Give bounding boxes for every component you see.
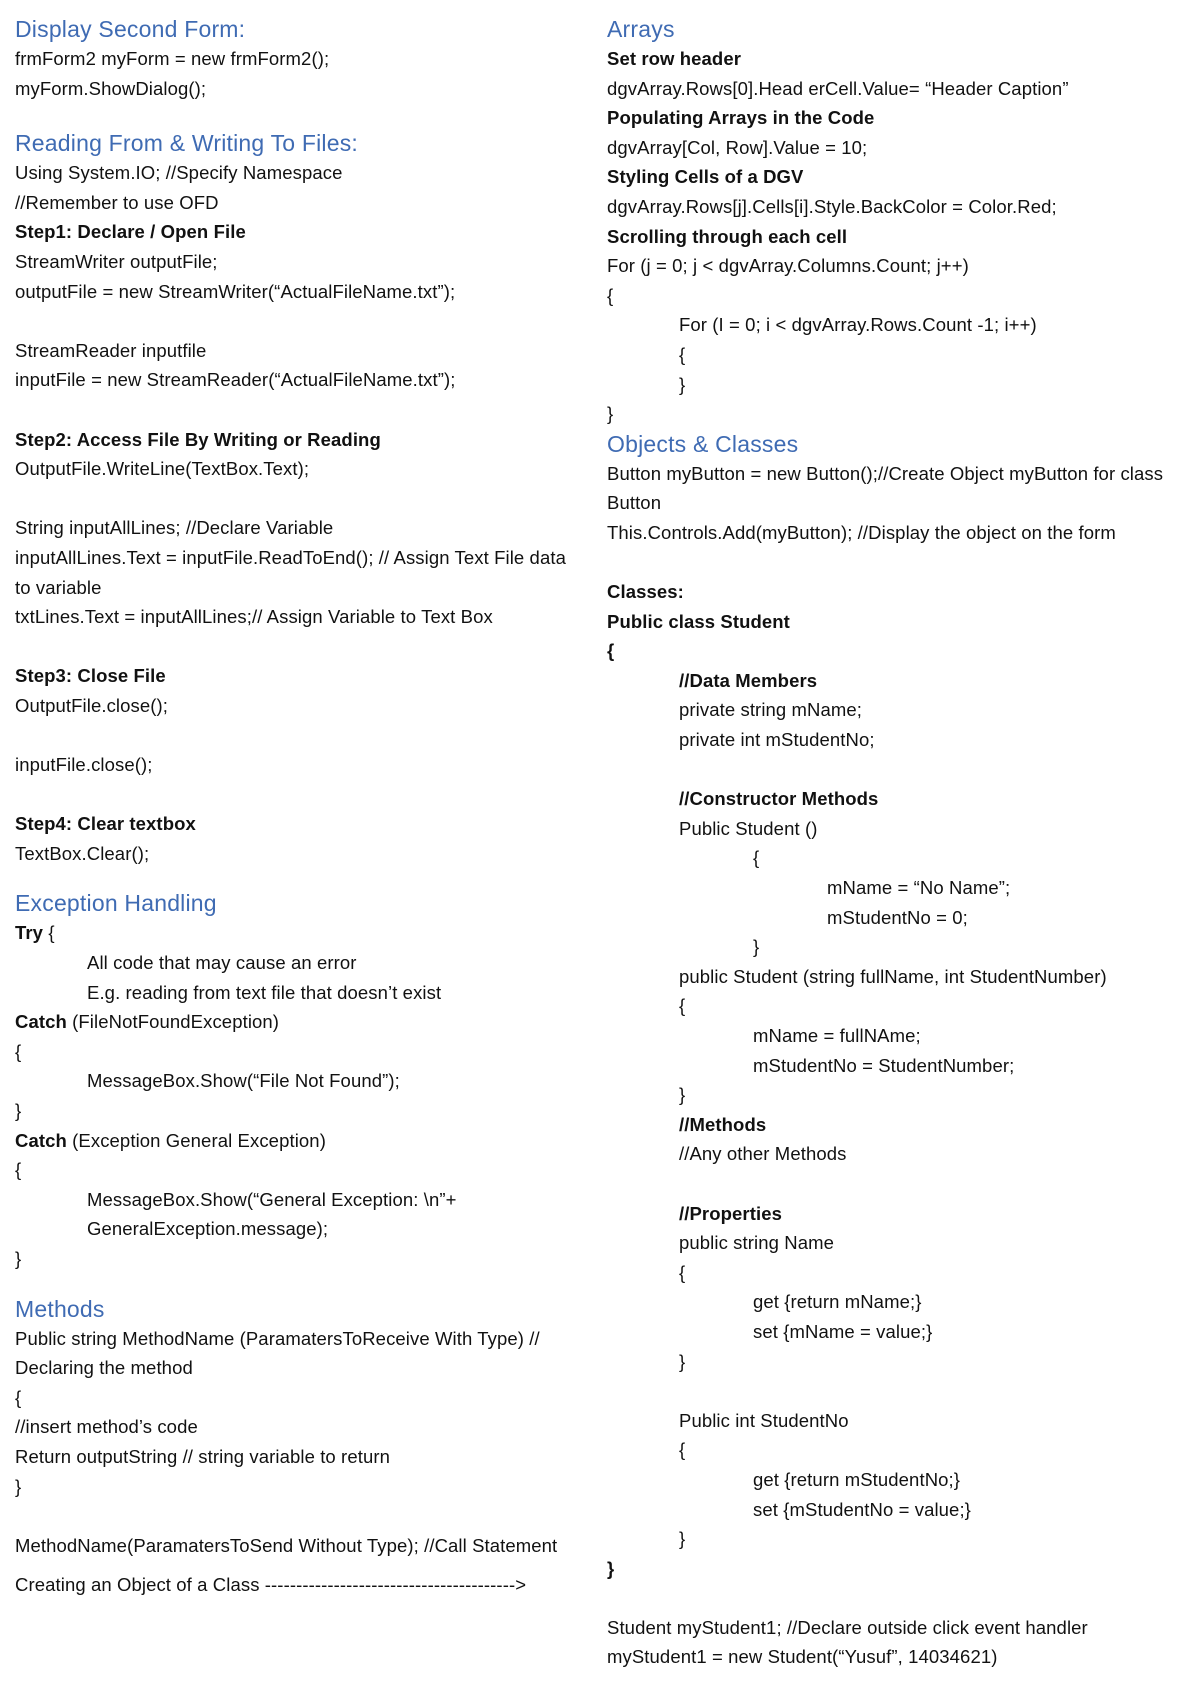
code-line: MethodName(ParamatersToSend Without Type); //Call Statement [15, 1534, 558, 1556]
code-line: private string mName; [679, 699, 863, 721]
code-line: } [679, 1528, 686, 1550]
code-line [15, 918, 585, 948]
code-line: Public int StudentNo [679, 1409, 849, 1431]
code-line: { [679, 343, 686, 365]
code-line: } [15, 1100, 22, 1121]
code-line: } [753, 936, 760, 958]
code-line: Using System.IO; //Specify Namespace [15, 162, 343, 184]
code-line: { [15, 1040, 22, 1062]
keyword: Try [15, 922, 44, 944]
code-line: mName = “No Name”; [827, 877, 1011, 899]
step-title: Step3: Close File [15, 665, 166, 687]
code-line: mName = fullNAme; [753, 1025, 921, 1046]
methods-heading: Methods [15, 1295, 105, 1322]
objects-heading: Objects & Classes [607, 430, 799, 457]
code-line: Return outputString // string variable to return [15, 1445, 390, 1467]
code-line: { [679, 1261, 686, 1283]
code-line: set {mStudentNo = value;} [753, 1498, 971, 1520]
right-column [607, 14, 1192, 1672]
code-line: get {return mName;} [753, 1291, 922, 1313]
code-text: (Exception General Exception) [66, 1129, 326, 1151]
code-line: { [607, 284, 614, 306]
code-line: { [15, 1386, 22, 1408]
code-line: StreamReader inputfile [15, 339, 207, 361]
keyword: Catch [15, 1129, 67, 1151]
code-line: For (j = 0; j < dgvArray.Columns.Count; j++) [607, 255, 969, 277]
code-line: { [607, 640, 615, 662]
code-line: Public Student () [679, 817, 818, 839]
code-line: myStudent1 = new Student(“Yusuf”, 14034621) [607, 1646, 998, 1668]
code-line: myForm.ShowDialog(); [15, 77, 207, 99]
code-line [15, 1007, 585, 1037]
code-line: Student myStudent1; //Declare outside click event handler [607, 1616, 1088, 1638]
code-line: dgvArray.Rows[0].Head erCell.Value= “Header Caption” [607, 77, 1069, 99]
code-line: //insert method’s code [15, 1416, 198, 1438]
code-line: } [15, 1247, 22, 1269]
code-line: Button myButton = new Button();//Create Object myButton for class Button [607, 462, 1164, 514]
comment-title: //Methods [679, 1113, 767, 1135]
code-line: } [679, 373, 686, 395]
code-line: OutputFile.close(); [15, 694, 169, 716]
code-line: GeneralException.message); [87, 1218, 329, 1240]
code-text: { [43, 922, 55, 944]
code-line: OutputFile.WriteLine(TextBox.Text); [15, 458, 310, 480]
code-line: set {mName = value;} [753, 1320, 933, 1342]
code-line: Public class Student [607, 610, 790, 632]
code-line: Public string MethodName (ParamatersToReceive With Type) // Declaring the method [15, 1327, 540, 1379]
code-line: private int mStudentNo; [679, 729, 875, 751]
code-line: inputFile.close(); [15, 754, 153, 776]
code-line: dgvArray.Rows[j].Cells[i].Style.BackColor = Color.Red; [607, 195, 1057, 217]
code-line: This.Controls.Add(myButton); //Display the object on the form [607, 521, 1116, 543]
topic-title: Set row header [607, 48, 742, 69]
topic-title: Scrolling through each cell [607, 225, 848, 247]
code-text: (FileNotFoundException) [66, 1011, 280, 1033]
code-line: } [679, 1350, 686, 1372]
code-line: { [679, 1439, 686, 1461]
topic-title: Styling Cells of a DGV [607, 166, 804, 188]
code-line: mStudentNo = StudentNumber; [753, 1054, 1015, 1076]
step-title: Step4: Clear textbox [15, 813, 196, 835]
code-line: get {return mStudentNo;} [753, 1468, 961, 1490]
code-line: inputAllLines.Text = inputFile.ReadToEnd(); // Assign Text File data to variable [15, 546, 566, 598]
comment-title: //Data Members [679, 669, 818, 691]
code-line: TextBox.Clear(); [15, 842, 150, 864]
code-line: inputFile = new StreamReader(“ActualFileName.txt”); [15, 369, 456, 391]
code-line: { [15, 1159, 22, 1181]
exception-heading: Exception Handling [15, 890, 217, 917]
object-creation-label: Creating an Object of a Class ----------------------------------------> [15, 1574, 527, 1596]
left-column [15, 14, 585, 1600]
code-line: mStudentNo = 0; [827, 906, 968, 928]
code-line: public Student (string fullName, int StudentNumber) [679, 965, 1107, 987]
code-line: For (I = 0; i < dgvArray.Rows.Count -1; i++) [679, 314, 1037, 336]
code-line: MessageBox.Show(“General Exception: \n”+ [87, 1188, 457, 1210]
step-title: Step2: Access File By Writing or Reading [15, 428, 381, 450]
code-line: StreamWriter outputFile; [15, 250, 218, 272]
comment-title: //Constructor Methods [679, 788, 879, 810]
step-title: Step1: Declare / Open File [15, 221, 246, 243]
code-line: { [753, 847, 760, 869]
code-line: E.g. reading from text file that doesn’t exist [87, 981, 442, 1003]
topic-title: Classes: [607, 581, 684, 603]
code-line: dgvArray[Col, Row].Value = 10; [607, 136, 868, 158]
code-line: public string Name [679, 1232, 835, 1254]
code-line: txtLines.Text = inputAllLines;// Assign Variable to Text Box [15, 606, 493, 628]
code-line: All code that may cause an error [87, 952, 357, 974]
files-heading: Reading From & Writing To Files: [15, 130, 358, 157]
code-line: } [607, 1557, 615, 1579]
keyword: Catch [15, 1011, 67, 1033]
code-line: //Any other Methods [679, 1143, 847, 1165]
code-line: } [15, 1475, 22, 1497]
code-line: //Remember to use OFD [15, 191, 219, 213]
code-line: outputFile = new StreamWriter(“ActualFileName.txt”); [15, 280, 456, 302]
code-line [15, 1126, 585, 1156]
comment-title: //Properties [679, 1202, 782, 1224]
code-line: } [679, 1084, 686, 1106]
code-line: frmForm2 myForm = new frmForm2(); [15, 48, 330, 69]
topic-title: Populating Arrays in the Code [607, 107, 875, 129]
arrays-heading: Arrays [607, 16, 675, 42]
display-second-form-heading: Display Second Form: [15, 16, 246, 42]
code-line: String inputAllLines; //Declare Variable [15, 517, 334, 539]
code-line: MessageBox.Show(“File Not Found”); [87, 1070, 400, 1092]
code-line: } [607, 403, 614, 425]
code-line: { [679, 995, 686, 1017]
